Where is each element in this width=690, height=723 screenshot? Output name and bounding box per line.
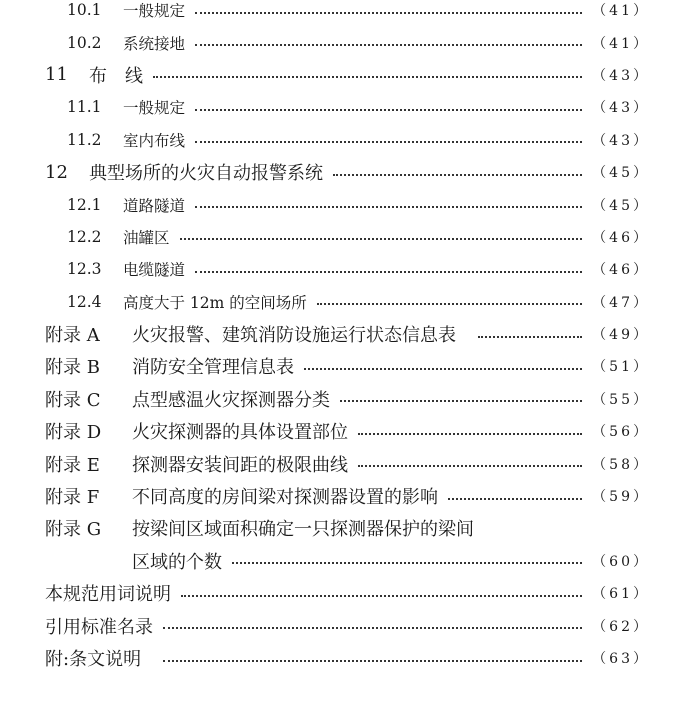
entry-title: 系统接地 xyxy=(123,34,186,53)
dot-leader xyxy=(180,237,582,240)
page-number: （46） xyxy=(592,229,650,246)
dot-leader xyxy=(195,43,582,46)
toc-entry-terms[interactable] xyxy=(0,577,690,609)
entry-title: 附:条文说明 xyxy=(45,649,142,670)
entry-title: 探测器安装间距的极限曲线 xyxy=(132,454,348,476)
page-number: （56） xyxy=(592,424,650,441)
toc-entry-appendix-d[interactable] xyxy=(0,415,690,447)
dot-leader xyxy=(181,594,582,597)
entry-title: 室内布线 xyxy=(123,131,186,150)
toc-entry-12-1[interactable] xyxy=(0,188,690,220)
dot-leader xyxy=(358,432,582,435)
page-number: （59） xyxy=(592,489,650,506)
toc-entry-appendix-e[interactable] xyxy=(0,447,690,479)
entry-number: 附录 A xyxy=(45,325,100,347)
entry-number: 11.2 xyxy=(67,130,102,149)
entry-title: 一般规定 xyxy=(123,2,186,21)
dot-leader xyxy=(478,335,582,338)
entry-number: 附录 E xyxy=(45,454,100,476)
page-number: （43） xyxy=(592,67,650,84)
entry-title: 道路隧道 xyxy=(123,196,186,215)
entry-number: 10.2 xyxy=(67,33,102,52)
toc-entry-appendix-g-continued[interactable] xyxy=(0,545,690,577)
dot-leader xyxy=(195,11,582,14)
toc-entry-10-1[interactable] xyxy=(0,0,690,26)
page-number: （58） xyxy=(592,456,650,473)
entry-number: 附录 B xyxy=(45,357,100,379)
entry-title: 一般规定 xyxy=(123,99,186,118)
dot-leader xyxy=(232,561,582,564)
entry-number: 附录 G xyxy=(45,519,102,541)
page-number: （43） xyxy=(592,100,650,117)
entry-number: 12 xyxy=(45,161,68,183)
entry-title: 按梁间区域面积确定一只探测器保护的梁间 xyxy=(132,519,474,541)
toc-entry-appendix-b[interactable] xyxy=(0,350,690,382)
dot-leader xyxy=(333,173,582,176)
toc-entry-11-2[interactable] xyxy=(0,124,690,156)
page-number: （51） xyxy=(592,359,650,376)
entry-number: 附录 D xyxy=(45,422,102,444)
page-number: （63） xyxy=(592,651,650,667)
toc-entry-11[interactable] xyxy=(0,59,690,91)
entry-title: 油罐区 xyxy=(123,228,170,247)
entry-title: 不同高度的房间梁对探测器设置的影响 xyxy=(132,487,438,509)
page-number: （49） xyxy=(592,327,650,344)
toc-entry-appendix-c[interactable] xyxy=(0,383,690,415)
entry-title: 火灾探测器的具体设置部位 xyxy=(132,422,348,444)
page-number: （41） xyxy=(592,3,650,20)
dot-leader xyxy=(153,75,582,78)
page-number: （43） xyxy=(592,132,650,149)
entry-title: 消防安全管理信息表 xyxy=(132,357,294,379)
dot-leader xyxy=(163,659,582,662)
toc-entry-standards[interactable] xyxy=(0,609,690,641)
toc-entry-12-2[interactable] xyxy=(0,221,690,253)
dot-leader xyxy=(195,270,582,273)
entry-title: 点型感温火灾探测器分类 xyxy=(132,389,330,411)
toc-entry-explanation[interactable] xyxy=(0,642,690,674)
entry-title: 引用标准名录 xyxy=(45,616,153,638)
page-number: （55） xyxy=(592,391,650,408)
page-number: （60） xyxy=(592,553,650,570)
toc-entry-appendix-a[interactable] xyxy=(0,318,690,350)
dot-leader xyxy=(195,108,582,111)
page-number: （41） xyxy=(592,35,650,52)
dot-leader xyxy=(163,626,582,629)
entry-number: 12.3 xyxy=(67,260,102,279)
dot-leader xyxy=(195,205,582,208)
entry-title: 电缆隧道 xyxy=(123,261,186,280)
dot-leader xyxy=(317,302,582,305)
dot-leader xyxy=(304,367,582,370)
toc-entry-appendix-g[interactable] xyxy=(0,512,690,544)
entry-title: 火灾报警、建筑消防设施运行状态信息表 xyxy=(132,325,456,347)
dot-leader xyxy=(340,399,582,402)
page-number: （62） xyxy=(592,618,650,635)
entry-number: 11 xyxy=(45,64,68,86)
entry-title: 布 线 xyxy=(89,65,143,87)
toc-entry-11-1[interactable] xyxy=(0,91,690,123)
entry-number: 10.1 xyxy=(67,1,102,20)
entry-title: 本规范用词说明 xyxy=(45,584,171,606)
dot-leader xyxy=(195,140,582,143)
page-number: （61） xyxy=(592,586,650,603)
entry-number: 12.2 xyxy=(67,227,102,246)
toc-entry-appendix-f[interactable] xyxy=(0,480,690,512)
dot-leader xyxy=(358,464,582,467)
entry-number: 12.1 xyxy=(67,195,102,214)
entry-number: 12.4 xyxy=(67,292,102,311)
entry-number: 11.1 xyxy=(67,98,102,117)
page-number: （45） xyxy=(592,197,650,214)
entry-title: 高度大于 12m 的空间场所 xyxy=(123,293,307,312)
entry-title: 典型场所的火灾自动报警系统 xyxy=(89,163,323,185)
entry-title-continued: 区域的个数 xyxy=(132,551,222,573)
page-number: （47） xyxy=(592,294,650,311)
entry-number: 附录 C xyxy=(45,389,101,411)
page-number: （45） xyxy=(592,165,650,182)
toc-entry-10-2[interactable] xyxy=(0,26,690,58)
page-number: （46） xyxy=(592,262,650,279)
toc-entry-12-4[interactable] xyxy=(0,286,690,318)
entry-number: 附录 F xyxy=(45,487,100,509)
dot-leader xyxy=(448,497,582,500)
toc-entry-12[interactable] xyxy=(0,156,690,188)
toc-entry-12-3[interactable] xyxy=(0,253,690,285)
